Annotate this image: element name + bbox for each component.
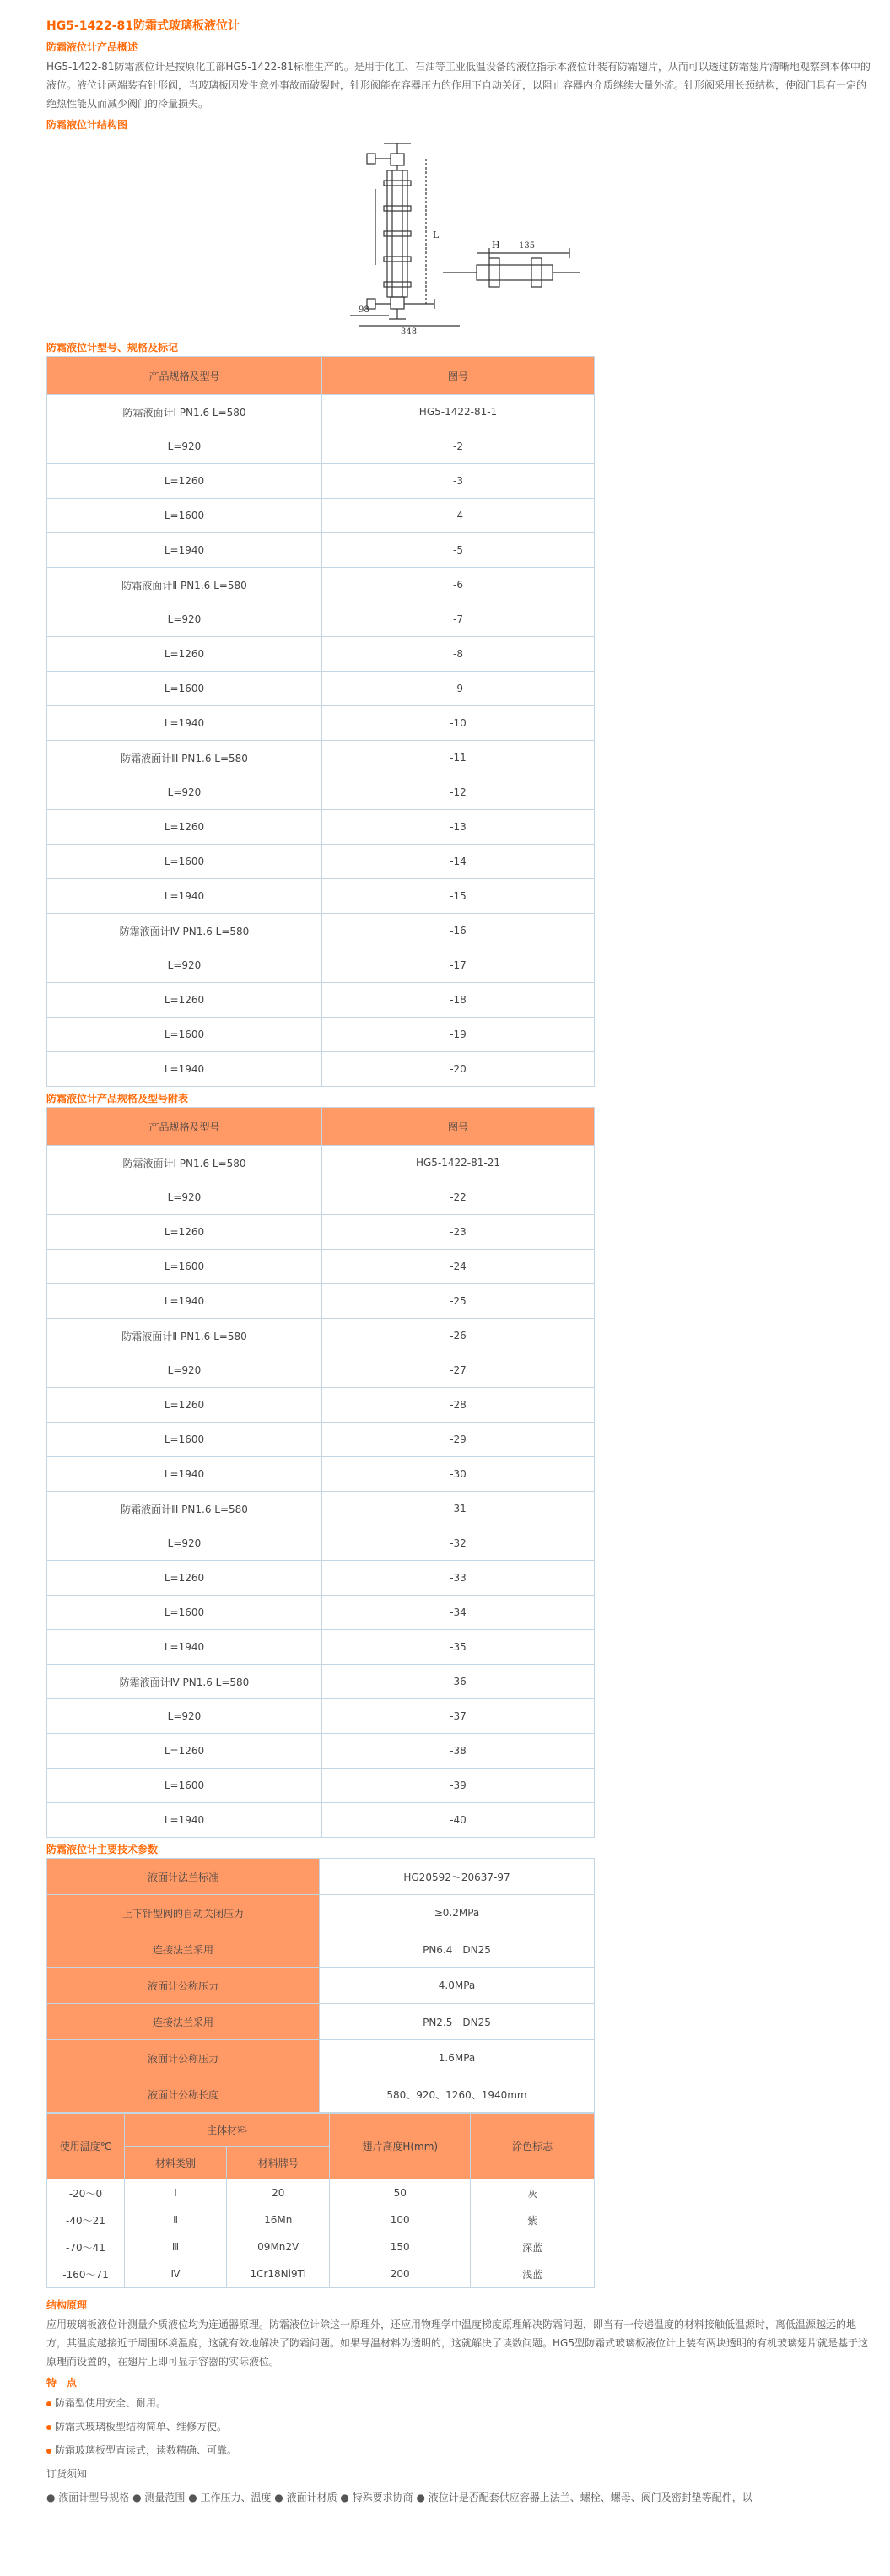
table1-row [47,568,595,602]
table1-row [47,464,595,499]
table1-spec-cell: 防霜液面计Ⅳ PN1.6 L=580 [47,914,322,948]
table2-header-spec: 产品规格及型号 [47,1108,322,1146]
table1-spec-cell: L=1940 [47,533,322,568]
table1-row [47,637,595,672]
materials-type-cell: Ⅱ [124,2206,226,2233]
table1-spec-cell: L=1260 [47,464,322,499]
table2-row [47,1353,595,1388]
model-table-1 [46,356,595,1087]
tech-param-name: 连接法兰采用 [47,1931,320,1968]
table2-drawing-cell: -36 [322,1665,595,1699]
table1-drawing-cell: -16 [322,914,595,948]
table2-spec-cell: 防霜液面计Ⅰ PN1.6 L=580 [47,1146,322,1180]
table2-row [47,1769,595,1803]
table1-row [47,429,595,464]
materials-header-temp: 使用温度℃ [47,2114,125,2179]
table1-body [47,395,595,1087]
table2-spec-cell: 防霜液面计Ⅲ PN1.6 L=580 [47,1492,322,1526]
table2-drawing-cell: -40 [322,1803,595,1838]
materials-row [47,2260,595,2288]
table1-drawing-cell: -10 [322,706,595,741]
table2-drawing-cell: -23 [322,1215,595,1250]
table2-row [47,1492,595,1526]
materials-row [47,2179,595,2207]
table2-row [47,1319,595,1353]
table2-spec-cell: L=1260 [47,1561,322,1596]
table1-row [47,775,595,810]
table2-drawing-cell: -39 [322,1769,595,1803]
tech-row [47,2040,595,2076]
table2-drawing-cell: -28 [322,1388,595,1423]
feature-item [46,2415,873,2438]
table2-drawing-cell: -35 [322,1630,595,1665]
table2-row [47,1561,595,1596]
table2-drawing-cell: -38 [322,1734,595,1769]
tech-param-name: 液面计公称压力 [47,2040,320,2076]
principle-heading: 结构原理 [46,2299,88,2311]
materials-height-cell: 200 [330,2260,471,2288]
table1-spec-cell: L=1940 [47,879,322,914]
diagram-label-h: H [492,240,500,251]
table1-header-drawing: 图号 [322,357,595,395]
table1-row [47,602,595,637]
table2-spec-cell: L=920 [47,1699,322,1734]
table1-drawing-cell: -15 [322,879,595,914]
tech-param-name: 上下针型阀的自动关闭压力 [47,1895,320,1931]
bullet-dot-icon [46,2449,51,2454]
table1-spec-cell: L=1940 [47,706,322,741]
table2-drawing-cell: -34 [322,1596,595,1630]
overview-heading: 防霜液位计产品概述 [46,41,138,53]
feature-text: 防霜式玻璃板型结构简单、维修方便。 [55,2421,228,2433]
table2-drawing-cell: HG5-1422-81-21 [322,1146,595,1180]
table2-row [47,1180,595,1215]
table1-drawing-cell: -11 [322,741,595,775]
materials-header-grade: 材料牌号 [227,2147,330,2179]
table1-drawing-cell: -9 [322,672,595,706]
structure-diagram [316,138,586,334]
table1-spec-cell: 防霜液面计Ⅱ PN1.6 L=580 [47,568,322,602]
table1-row [47,533,595,568]
table2-drawing-cell: -27 [322,1353,595,1388]
table1-row [47,810,595,845]
table2-spec-cell: L=1940 [47,1803,322,1838]
table1-row [47,741,595,775]
features-heading: 特 点 [46,2377,78,2389]
table2-drawing-cell: -22 [322,1180,595,1215]
materials-color-cell: 浅蓝 [471,2260,595,2288]
table2-spec-cell: L=1940 [47,1457,322,1492]
table2-spec-cell: L=1600 [47,1769,322,1803]
materials-temp-cell: -70～41 [47,2233,125,2260]
materials-grade-cell: 16Mn [227,2206,330,2233]
materials-row [47,2206,595,2233]
table2-body [47,1146,595,1838]
diagram-label-98: 98 [359,305,369,315]
tech-param-name: 液面计法兰标准 [47,1859,320,1895]
principle-text: 应用玻璃板液位计测量介质液位均为连通器原理。防霜液位计除这一原理外，还应用物理学中温度梯度原理解决防霜问题，即当有一传递温度的材料接触低温源时，离低温源越远的地方，其温度越接近于周围环境温度，这就有效地解决了防霜问题。如果导温材料为透明的，这就解决了读数问题。HG5型防霜式玻璃板液位计上装有两块透明的有机玻璃翅片就是基于这原理而设置的，在翅片上即可显示容器的实际液位。 [46,2319,868,2368]
tech-params-table [46,1858,595,2113]
bullet-dot-icon [46,2425,51,2430]
materials-type-cell: Ⅲ [124,2233,226,2260]
tech-row [47,1931,595,1968]
table2-spec-cell: L=1260 [47,1734,322,1769]
table1-drawing-cell: -12 [322,775,595,810]
table1-drawing-cell: -5 [322,533,595,568]
page-content [46,17,873,2509]
table2-spec-cell: L=920 [47,1180,322,1215]
materials-temp-cell: -20～0 [47,2179,125,2207]
tech-param-value: ≥0.2MPa [320,1895,595,1931]
table2-row [47,1215,595,1250]
materials-temp-cell: -160～71 [47,2260,125,2288]
table2-drawing-cell: -33 [322,1561,595,1596]
materials-color-cell: 紫 [471,2206,595,2233]
table1-row [47,706,595,741]
table2-row [47,1734,595,1769]
tech-param-name: 连接法兰采用 [47,2004,320,2040]
table2-row [47,1596,595,1630]
table2-drawing-cell: -32 [322,1526,595,1561]
table2-drawing-cell: -31 [322,1492,595,1526]
tech-row [47,2004,595,2040]
tech-body [47,1859,595,2113]
table1-spec-cell: L=920 [47,429,322,464]
table2-spec-cell: L=1940 [47,1284,322,1319]
table2-row [47,1526,595,1561]
materials-type-cell: Ⅳ [124,2260,226,2288]
table2-row [47,1284,595,1319]
features-list [46,2391,873,2462]
materials-grade-cell: 09Mn2V [227,2233,330,2260]
table1-row [47,879,595,914]
tech-row [47,2076,595,2113]
materials-height-cell: 100 [330,2206,471,2233]
table1-drawing-cell: -8 [322,637,595,672]
tech-param-name: 液面计公称压力 [47,1968,320,2004]
table2-drawing-cell: -24 [322,1250,595,1284]
tech-param-value: PN6.4 DN25 [320,1931,595,1968]
table2-spec-cell: 防霜液面计Ⅳ PN1.6 L=580 [47,1665,322,1699]
table1-row [47,499,595,533]
structure-diagram-svg [316,138,586,334]
diagram-label-348: 348 [401,327,418,334]
table2-spec-cell: L=1600 [47,1250,322,1284]
page-title: HG5-1422-81防霜式玻璃板液位计 [46,19,240,33]
table2-header-drawing: 图号 [322,1108,595,1146]
table1-row [47,948,595,983]
table1-drawing-cell: -17 [322,948,595,983]
table2-spec-cell: L=1260 [47,1388,322,1423]
table1-drawing-cell: -18 [322,983,595,1018]
materials-header-row [47,2114,595,2147]
table1-spec-cell: L=1600 [47,845,322,879]
table1-drawing-cell: -7 [322,602,595,637]
table1-row [47,1018,595,1052]
table1-spec-cell: L=920 [47,948,322,983]
materials-header-type: 材料类别 [124,2147,226,2179]
table1-drawing-cell: -4 [322,499,595,533]
materials-header-main: 主体材料 [124,2114,329,2147]
materials-body [47,2114,595,2288]
table2-row [47,1803,595,1838]
table2-spec-cell: L=920 [47,1353,322,1388]
tech-param-name: 液面计公称长度 [47,2076,320,2113]
materials-grade-cell: 20 [227,2179,330,2207]
table1-heading: 防霜液位计型号、规格及标记 [46,342,179,354]
bullet-dot-icon [46,2401,51,2406]
table2-spec-cell: L=1940 [47,1630,322,1665]
order-heading: 订货须知 [46,2468,88,2480]
table1-row [47,1052,595,1087]
table1-drawing-cell: -13 [322,810,595,845]
diagram-label-135: 135 [519,241,536,251]
structure-heading: 防霜液位计结构图 [46,119,128,131]
table1-spec-cell: L=1260 [47,637,322,672]
table2-spec-cell: L=1260 [47,1215,322,1250]
table2-drawing-cell: -29 [322,1423,595,1457]
model-table-2 [46,1107,595,1838]
overview-text: HG5-1422-81防霜液位计是按原化工部HG5-1422-81标准生产的。是用于化工、石油等工业低温设备的液位指示本液位计装有防霜翅片，从而可以透过防霜翅片清晰地观察到本体中的液位。液位计两端装有针形阀，当玻璃板因发生意外事故而破裂时，针形阀能在容器压力的作用下自动关闭，以阻止容器内介质继续大量外流。针形阀采用长颈结构，使阀门具有一定的绝热性能从而减少阀门的冷量损失。 [46,61,871,110]
table1-spec-cell: 防霜液面计Ⅰ PN1.6 L=580 [47,395,322,429]
order-text: ● 液面计型号规格 ● 测量范围 ● 工作压力、温度 ● 液面计材质 ● 特殊要求协商 ● 液位计是否配套供应容器上法兰、螺栓、螺母、阀门及密封垫等配件，以 [46,2492,752,2503]
table1-header-spec: 产品规格及型号 [47,357,322,395]
diagram-label-l: L [433,230,440,240]
table1-spec-cell: L=1600 [47,672,322,706]
table1-spec-cell: L=920 [47,602,322,637]
tech-param-value: PN2.5 DN25 [320,2004,595,2040]
table1-spec-cell: 防霜液面计Ⅲ PN1.6 L=580 [47,741,322,775]
materials-height-cell: 50 [330,2179,471,2207]
table1-drawing-cell: -19 [322,1018,595,1052]
table2-spec-cell: L=1600 [47,1423,322,1457]
materials-row [47,2233,595,2260]
tech-heading: 防霜液位计主要技术参数 [46,1844,159,1855]
table1-spec-cell: L=1600 [47,499,322,533]
tech-param-value: 580、920、1260、1940mm [320,2076,595,2113]
table1-drawing-cell: -14 [322,845,595,879]
table1-drawing-cell: -20 [322,1052,595,1087]
feature-text: 防霜玻璃板型直读式，读数精确、可靠。 [55,2444,238,2456]
table2-spec-cell: L=920 [47,1526,322,1561]
table2-spec-cell: 防霜液面计Ⅱ PN1.6 L=580 [47,1319,322,1353]
feature-text: 防霜型使用安全、耐用。 [55,2397,167,2409]
table2-row [47,1250,595,1284]
table2-drawing-cell: -25 [322,1284,595,1319]
table2-row [47,1457,595,1492]
table1-drawing-cell: -6 [322,568,595,602]
materials-type-cell: Ⅰ [124,2179,226,2207]
table2-heading: 防霜液位计产品规格及型号附表 [46,1093,189,1104]
tech-row [47,1859,595,1895]
table2-row [47,1423,595,1457]
materials-height-cell: 150 [330,2233,471,2260]
table1-spec-cell: L=1940 [47,1052,322,1087]
tech-row [47,1895,595,1931]
materials-header-height: 翅片高度H(mm) [330,2114,471,2179]
materials-temp-cell: -40～21 [47,2206,125,2233]
table1-spec-cell: L=920 [47,775,322,810]
tech-param-value: 4.0MPa [320,1968,595,2004]
table1-row [47,395,595,429]
feature-item [46,2438,873,2462]
table2-row [47,1699,595,1734]
table1-row [47,914,595,948]
table1-spec-cell: L=1600 [47,1018,322,1052]
table1-row [47,672,595,706]
table2-drawing-cell: -30 [322,1457,595,1492]
feature-item [46,2391,873,2415]
materials-color-cell: 深蓝 [471,2233,595,2260]
table2-row [47,1665,595,1699]
tech-param-value: 1.6MPa [320,2040,595,2076]
table2-drawing-cell: -26 [322,1319,595,1353]
table1-row [47,983,595,1018]
table2-row [47,1630,595,1665]
materials-table [46,2113,595,2288]
table1-drawing-cell: HG5-1422-81-1 [322,395,595,429]
table1-row [47,845,595,879]
table2-row [47,1388,595,1423]
materials-color-cell: 灰 [471,2179,595,2207]
table2-drawing-cell: -37 [322,1699,595,1734]
table1-drawing-cell: -2 [322,429,595,464]
tech-row [47,1968,595,2004]
tech-param-value: HG20592～20637-97 [320,1859,595,1895]
table1-drawing-cell: -3 [322,464,595,499]
table2-row [47,1146,595,1180]
table1-spec-cell: L=1260 [47,810,322,845]
table1-spec-cell: L=1260 [47,983,322,1018]
table2-spec-cell: L=1600 [47,1596,322,1630]
materials-grade-cell: 1Cr18Ni9Ti [227,2260,330,2288]
materials-header-color: 涂色标志 [471,2114,595,2179]
